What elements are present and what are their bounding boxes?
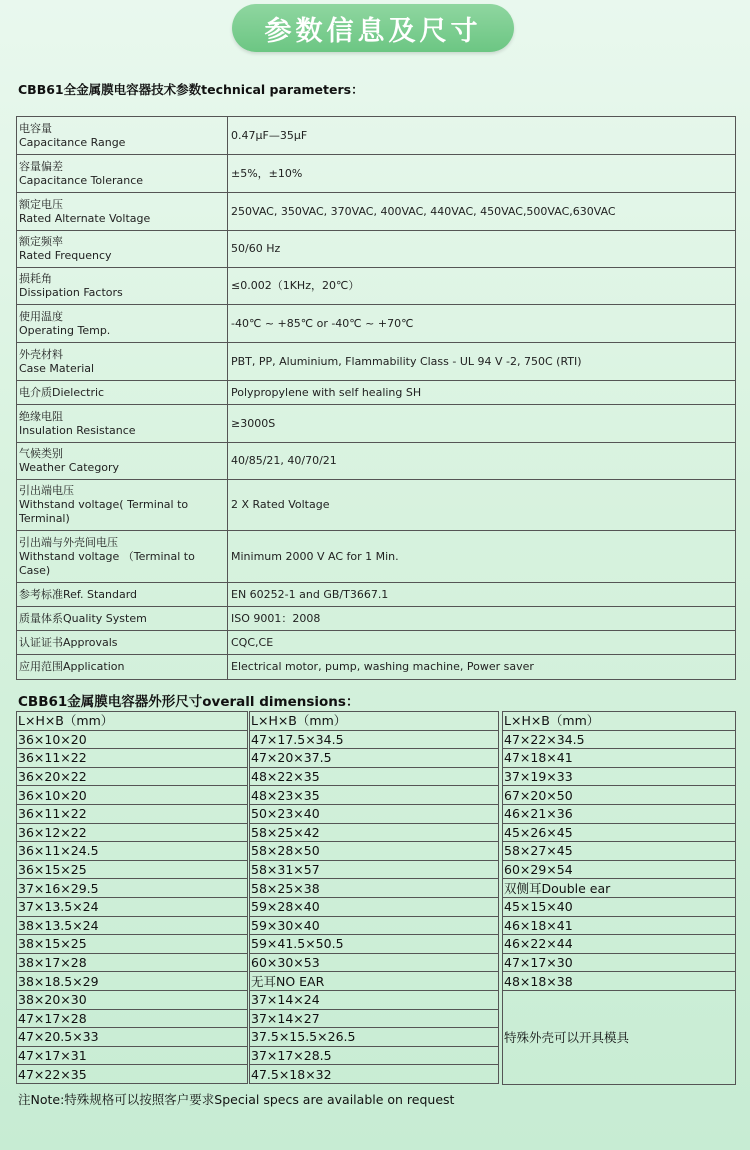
param-value: Electrical motor, pump, washing machine, Power saver: [228, 655, 736, 680]
param-label-cn: 绝缘电阻: [19, 409, 63, 423]
param-row: [17, 155, 736, 193]
param-row: [17, 531, 736, 583]
param-label-en: Rated Frequency: [19, 249, 112, 262]
dimension-cell: 47×20.5×33: [17, 1028, 248, 1047]
dimension-cell: 48×23×35: [250, 786, 499, 805]
param-row: [17, 193, 736, 231]
param-label-cn: 应用范围Application: [19, 660, 125, 673]
param-row: [17, 607, 736, 631]
dimension-cell: 47×17×30: [503, 953, 736, 972]
dimension-cell: 45×15×40: [503, 897, 736, 916]
param-label-cn: 认证证书Approvals: [19, 635, 118, 649]
dimension-cell: 37×16×29.5: [17, 879, 248, 898]
dimension-cell: 36×11×24.5: [17, 842, 248, 861]
param-value: ±5%，±10%: [228, 155, 736, 193]
param-label-cn: 容量偏差: [19, 159, 63, 173]
param-label-en: Withstand voltage （Terminal to Case): [19, 549, 195, 577]
dimension-cell: 47.5×18×32: [250, 1065, 499, 1084]
param-value: ≤0.002（1KHz，20℃）: [228, 268, 736, 305]
dimension-cell: 47×22×34.5: [503, 730, 736, 749]
param-label: [17, 531, 228, 583]
page-title: 参数信息及尺寸: [232, 4, 514, 52]
dimension-cell: 38×17×28: [17, 953, 248, 972]
param-label: [17, 343, 228, 381]
param-row: [17, 631, 736, 655]
param-label-cn: 损耗角: [19, 272, 52, 285]
param-row: [17, 117, 736, 155]
dimension-cell: 36×12×22: [17, 823, 248, 842]
param-label: [17, 607, 228, 631]
dimension-cell: 36×15×25: [17, 860, 248, 879]
param-value: PBT, PP, Aluminium, Flammability Class - UL 94 V -2, 750C (RTI): [228, 343, 736, 381]
dimension-cell: 36×11×22: [17, 749, 248, 768]
param-row: [17, 381, 736, 405]
param-label: [17, 231, 228, 268]
param-row: [17, 443, 736, 480]
dimension-cell: 58×25×42: [250, 823, 499, 842]
dimension-cell: 45×26×45: [503, 823, 736, 842]
dimension-cell: 67×20×50: [503, 786, 736, 805]
param-value: 40/85/21, 40/70/21: [228, 443, 736, 480]
param-label: [17, 631, 228, 655]
special-case-note: 特殊外壳可以开具模具: [503, 990, 736, 1084]
dimension-cell: 59×28×40: [250, 897, 499, 916]
dimension-cell: 46×22×44: [503, 935, 736, 954]
param-label-cn: 额定频率: [19, 235, 63, 248]
param-label: [17, 405, 228, 443]
technical-parameters-table: [16, 116, 736, 680]
dimension-cell: 37.5×15.5×26.5: [250, 1028, 499, 1047]
param-label-cn: 电容量: [19, 121, 52, 135]
dimension-cell: 46×18×41: [503, 916, 736, 935]
param-label-en: Dissipation Factors: [19, 286, 123, 299]
dimension-cell: 47×17×31: [17, 1046, 248, 1065]
param-row: [17, 231, 736, 268]
param-label: [17, 480, 228, 531]
dimensions-table-2: [249, 711, 499, 1084]
param-label-en: Weather Category: [19, 461, 120, 474]
dimension-cell: 59×41.5×50.5: [250, 935, 499, 954]
param-label: [17, 305, 228, 343]
dimension-cell: 36×20×22: [17, 767, 248, 786]
param-value: 50/60 Hz: [228, 231, 736, 268]
param-label-cn: 使用温度: [19, 309, 63, 323]
dimension-cell: 47×20×37.5: [250, 749, 499, 768]
param-row: [17, 405, 736, 443]
param-label-en: Rated Alternate Voltage: [19, 211, 151, 225]
param-label-cn: 气候类别: [19, 447, 63, 460]
param-row: [17, 343, 736, 381]
param-value: Polypropylene with self healing SH: [228, 381, 736, 405]
param-value: 0.47μF—35μF: [228, 117, 736, 155]
dimension-cell: 47×18×41: [503, 749, 736, 768]
param-label: [17, 655, 228, 680]
param-label-cn: 参考标准Ref. Standard: [19, 587, 138, 601]
param-row: [17, 655, 736, 680]
param-label: [17, 155, 228, 193]
dimension-cell: 36×11×22: [17, 804, 248, 823]
dimension-cell: 48×18×38: [503, 972, 736, 991]
param-label-en: Withstand voltage( Terminal to Terminal): [19, 498, 189, 525]
dimension-cell: 47×17.5×34.5: [250, 730, 499, 749]
param-value: Minimum 2000 V AC for 1 Min.: [228, 531, 736, 583]
param-label: [17, 443, 228, 480]
param-label-cn: 引出端与外壳间电压: [19, 535, 118, 549]
dimension-cell: 37×14×24: [250, 990, 499, 1009]
param-label-cn: 电介质Dielectric: [19, 385, 105, 399]
dimension-cell: 38×20×30: [17, 990, 248, 1009]
dimension-cell: 47×17×28: [17, 1009, 248, 1028]
dimensions-header: L×H×B（mm）: [503, 712, 736, 731]
param-value: EN 60252-1 and GB/T3667.1: [228, 583, 736, 607]
param-value: ISO 9001：2008: [228, 607, 736, 631]
dimension-cell: 58×27×45: [503, 842, 736, 861]
dimension-cell: 38×15×25: [17, 935, 248, 954]
dimensions-table-3: [502, 711, 736, 1085]
dimension-cell: 36×10×20: [17, 786, 248, 805]
param-row: [17, 480, 736, 531]
dimension-cell: 58×31×57: [250, 860, 499, 879]
dimension-cell: 60×29×54: [503, 860, 736, 879]
param-row: [17, 305, 736, 343]
param-label: [17, 117, 228, 155]
param-label: [17, 583, 228, 607]
dimension-cell: 38×13.5×24: [17, 916, 248, 935]
dimension-cell: 50×23×40: [250, 804, 499, 823]
param-label: [17, 381, 228, 405]
param-value: 250VAC, 350VAC, 370VAC, 400VAC, 440VAC, 450VAC,500VAC,630VAC: [228, 193, 736, 231]
dimensions-table-1: [16, 711, 248, 1084]
param-label-cn: 外壳材料: [19, 347, 63, 361]
param-value: 2 X Rated Voltage: [228, 480, 736, 531]
param-row: [17, 583, 736, 607]
param-label-en: Capacitance Tolerance: [19, 173, 144, 187]
param-label-en: Case Material: [19, 361, 95, 375]
param-label-cn: 额定电压: [19, 197, 63, 211]
dimension-cell: 无耳NO EAR: [250, 972, 499, 991]
dimension-cell: 37×17×28.5: [250, 1046, 499, 1065]
dimensions-header: L×H×B（mm）: [17, 712, 248, 731]
dimension-cell: 双侧耳Double ear: [503, 879, 736, 898]
param-label-en: Insulation Resistance: [19, 423, 136, 437]
dimension-cell: 37×14×27: [250, 1009, 499, 1028]
dimension-cell: 46×21×36: [503, 804, 736, 823]
param-label: [17, 193, 228, 231]
dimensions-heading: CBB61金属膜电容器外形尺寸overall dimensions：: [18, 694, 360, 710]
footnote: 注Note:特殊规格可以按照客户要求Special specs are available on request: [18, 1092, 455, 1107]
params-heading: CBB61全金属膜电容器技术参数technical parameters：: [18, 82, 364, 97]
dimension-cell: 47×22×35: [17, 1065, 248, 1084]
param-value: CQC,CE: [228, 631, 736, 655]
param-label-en: Operating Temp.: [19, 323, 111, 337]
param-value: ≥3000S: [228, 405, 736, 443]
param-value: -40℃ ~ +85℃ or -40℃ ~ +70℃: [228, 305, 736, 343]
dimensions-header: L×H×B（mm）: [250, 712, 499, 731]
dimension-cell: 37×19×33: [503, 767, 736, 786]
param-row: [17, 268, 736, 305]
param-label-cn: 质量体系Quality System: [19, 611, 147, 625]
dimension-cell: 36×10×20: [17, 730, 248, 749]
dimension-cell: 37×13.5×24: [17, 897, 248, 916]
dimension-cell: 59×30×40: [250, 916, 499, 935]
dimension-cell: 48×22×35: [250, 767, 499, 786]
dimension-cell: 58×25×38: [250, 879, 499, 898]
dimension-cell: 58×28×50: [250, 842, 499, 861]
param-label: [17, 268, 228, 305]
param-label-en: Capacitance Range: [19, 135, 126, 149]
param-label-cn: 引出端电压: [19, 484, 74, 497]
dimension-cell: 38×18.5×29: [17, 972, 248, 991]
dimension-cell: 60×30×53: [250, 953, 499, 972]
